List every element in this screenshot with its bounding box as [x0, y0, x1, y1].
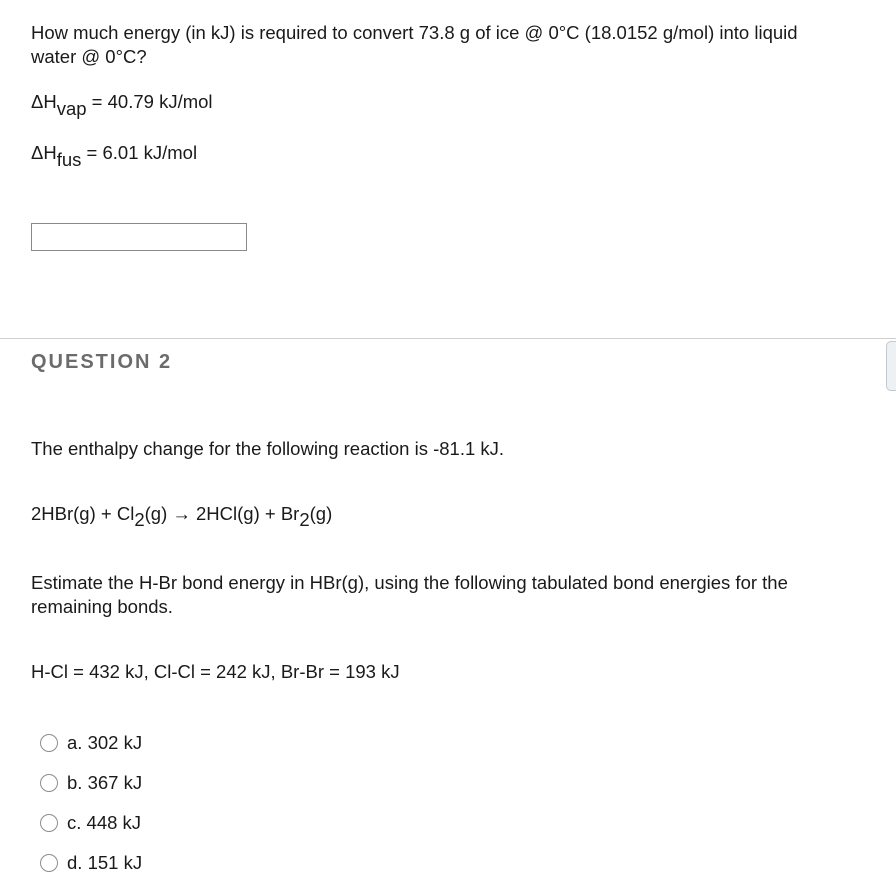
question-2-intro: The enthalpy change for the following reaction is -81.1 kJ. — [31, 438, 505, 459]
option-a[interactable] — [40, 731, 142, 755]
answer-options — [40, 731, 142, 886]
radio-button-icon[interactable] — [40, 734, 58, 752]
radio-button-icon[interactable] — [40, 814, 58, 832]
option-d[interactable] — [40, 851, 142, 875]
dh-vap-subscript: vap — [56, 98, 87, 119]
dh-vap-equation — [31, 90, 213, 119]
reaction-subscript-1: 2 — [134, 509, 145, 530]
question-2-heading: QUESTION 2 — [31, 351, 173, 373]
question-2-instruction-line-2: remaining bonds. — [31, 596, 173, 617]
dh-vap-symbol: ΔH — [31, 91, 57, 112]
question-1-prompt-line-1: How much energy (in kJ) is required to convert 73.8 g of ice @ 0°C (18.0152 g/mol) into liquid — [31, 22, 798, 43]
side-scroll-tab[interactable] — [886, 341, 896, 391]
reaction-part-3: (g) — [309, 503, 333, 524]
option-b-label: b. 367 kJ — [67, 772, 143, 793]
radio-button-icon[interactable] — [40, 774, 58, 792]
dh-fus-value: = 6.01 kJ/mol — [81, 142, 198, 163]
question-1-answer-input[interactable] — [31, 223, 247, 251]
reaction-subscript-2: 2 — [299, 509, 310, 530]
option-c[interactable] — [40, 811, 142, 835]
reaction-part-1: 2HBr(g) + Cl — [31, 503, 135, 524]
radio-button-icon[interactable] — [40, 854, 58, 872]
reaction-equation — [31, 502, 333, 530]
dh-fus-equation — [31, 141, 198, 170]
question-1-prompt-line-2: water @ 0°C? — [31, 46, 147, 67]
question-2-instruction-line-1: Estimate the H-Br bond energy in HBr(g), using the following tabulated bond energies for the — [31, 572, 788, 593]
question-1-prompt — [31, 21, 896, 69]
dh-fus-symbol: ΔH — [31, 142, 57, 163]
bond-energies-list: H-Cl = 432 kJ, Cl-Cl = 242 kJ, Br-Br = 193 kJ — [31, 661, 400, 682]
option-d-label: d. 151 kJ — [67, 852, 143, 873]
option-c-label: c. 448 kJ — [67, 812, 142, 833]
option-b[interactable] — [40, 771, 142, 795]
reaction-part-2: (g) → 2HCl(g) + Br — [144, 503, 300, 524]
option-a-label: a. 302 kJ — [67, 732, 143, 753]
dh-fus-subscript: fus — [56, 149, 82, 170]
question-divider — [0, 338, 896, 339]
dh-vap-value: = 40.79 kJ/mol — [86, 91, 213, 112]
